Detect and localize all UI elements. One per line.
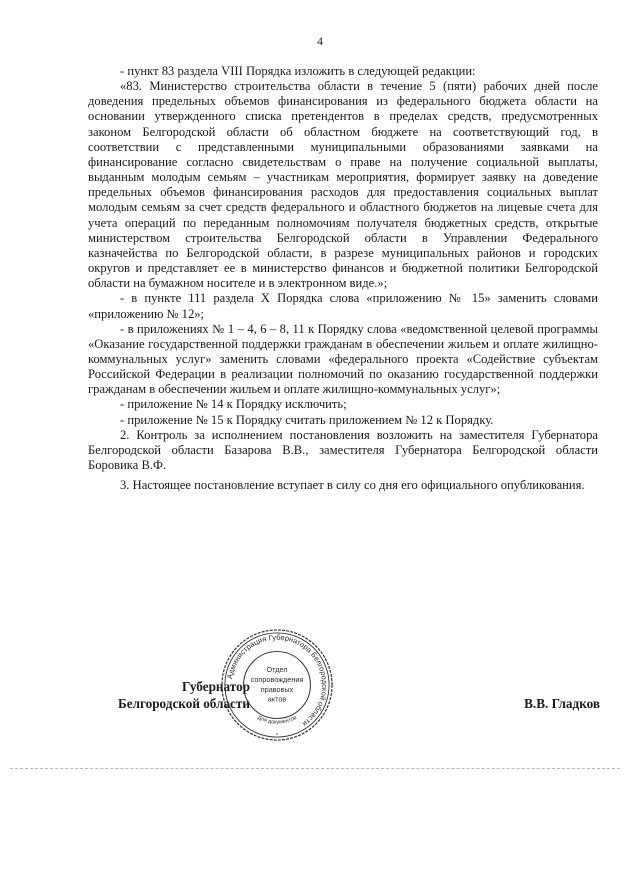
signatory-title-line1: Губернатор <box>182 679 250 694</box>
page-number: 4 <box>317 34 323 48</box>
stamp-outer-text: Администрация Губернатора Белгородской области <box>225 632 330 729</box>
stamp-center-line4: актов <box>267 694 287 704</box>
footer-divider <box>10 768 620 769</box>
stamp-bottom-text: Для документов <box>256 714 298 726</box>
stamp-center-line2: сопровождения <box>250 675 304 685</box>
paragraph-control: 2. Контроль за исполнением постановления возложить на заместителя Губернатора Белгородской области Базарова В.В., заместителя Губернатора Белгородской области Боровика В.Ф. <box>88 427 598 473</box>
signatory-title-line2: Белгородской области <box>118 696 250 711</box>
document-body <box>88 64 598 493</box>
paragraph-item-83-intro: - пункт 83 раздела VIII Порядка изложить в следующей редакции: <box>120 64 476 78</box>
paragraph-item-111: - в пункте 111 раздела X Порядка слова «приложению № 15» заменить словами «приложению № 12»; <box>88 291 598 321</box>
paragraph-item-83-text: «83. Министерство строительства области в течение 5 (пяти) рабочих дней после доведения предельных объемов финансирования из федерального бюджета области на основании утвержденного списка претендентов в пределах средств, предусмотренных законом Белгородской области об областном бюджете на соответствующий год, в соответствии с представленными муниципальными образованиями заявками на финансирование согласно свидетельствам о праве на получение социальной выплаты, выданным молодым семьям – участникам мероприятия, формирует заявку на доведение предельных объемов финансирования расходов для предоставления социальных выплат молодым семьям за счет средств федерального и областного бюджетов на лицевые счета для учета операций по переданным полномочиям получателя бюджетных средств, открытые министерством строительства Белгородской области в Управлении Федерального казначейства по Белгородской области, в разрезе муниципальных районов и городских округов и представляет ее в министерство финансов и бюджетной политики Белгородской области на бумажном носителе и в электронном виде.»; <box>88 79 598 291</box>
paragraph-effective: 3. Настоящее постановление вступает в силу со дня его официального опубликования. <box>120 478 585 493</box>
paragraph-appendix-14-exclude: - приложение № 14 к Порядку исключить; <box>120 397 347 412</box>
stamp-center-line1: Отдел <box>266 665 288 675</box>
paragraph-appendix-15-renumber: - приложение № 15 к Порядку считать приложением № 12 к Порядку. <box>120 412 494 427</box>
stamp-center-line3: правовых <box>260 684 294 694</box>
official-stamp <box>218 626 336 744</box>
signatory-name: В.В. Гладков <box>524 696 600 711</box>
stamp-star-icon: * <box>275 733 279 740</box>
paragraph-appendices-replace: - в приложениях № 1 – 4, 6 – 8, 11 к Порядку слова «ведомственной целевой программы «Оказание государственной поддержки гражданам в обеспечении жильем и оплате жилищно-коммунальных услуг» заменить словами «федерального проекта «Содействие субъектам Российской Федерации в реализации полномочий по оказанию государственной поддержки гражданам в обеспечении жильем и оплате жилищно-коммунальных услуг»; <box>88 321 598 397</box>
